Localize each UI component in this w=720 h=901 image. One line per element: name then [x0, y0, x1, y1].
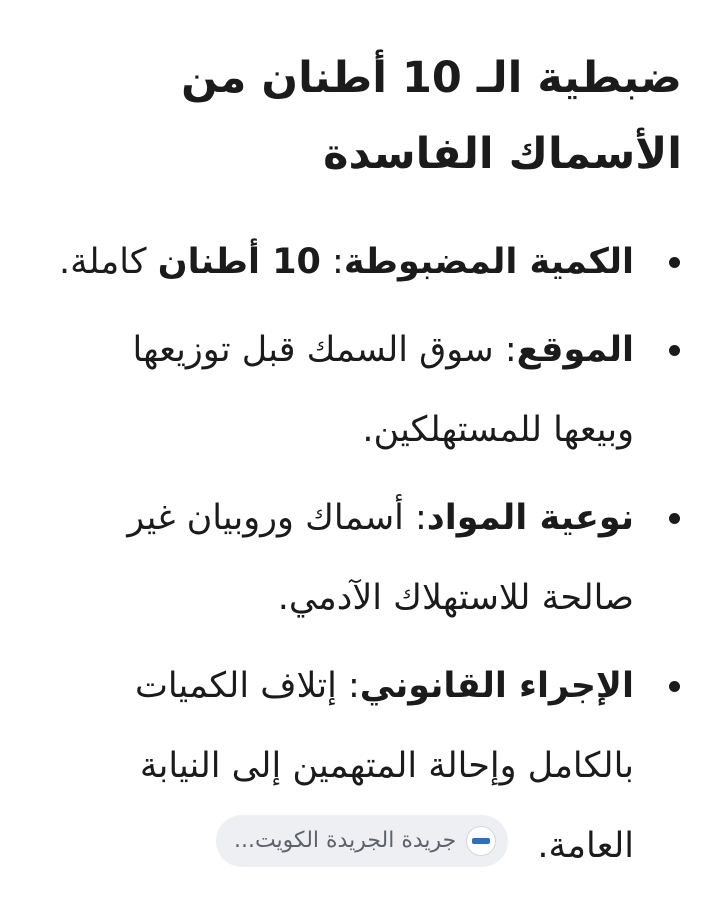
item-label: الكمية المضبوطة	[343, 242, 634, 282]
item-separator: :	[493, 330, 517, 370]
item-bold-value: 10 أطنان	[157, 242, 321, 282]
item-text: كاملة.	[59, 242, 158, 282]
item-label: الموقع	[516, 330, 634, 370]
item-separator: :	[336, 666, 360, 706]
item-separator: :	[403, 498, 427, 538]
bullet-dot-icon	[669, 681, 680, 692]
facts-list	[44, 222, 682, 886]
item-text: أسماك وروبيان غير صالحة للاستهلاك الآدمي.	[127, 498, 634, 618]
source-citation-chip[interactable]	[216, 815, 508, 867]
bullet-dot-icon	[669, 513, 680, 524]
list-item-location	[44, 310, 682, 470]
list-item-quantity	[44, 222, 682, 302]
item-text: إتلاف الكميات بالكامل وإحالة المتهمين إلى النيابة العامة.	[134, 666, 634, 866]
item-separator: :	[320, 242, 344, 282]
item-text: سوق السمك قبل توزيعها وبيعها للمستهلكين.	[132, 330, 634, 450]
bullet-dot-icon	[669, 257, 680, 268]
newspaper-logo-icon	[466, 826, 496, 856]
item-label: نوعية المواد	[426, 498, 634, 538]
page-title: ضبطية الـ 10 أطنان من الأسماك الفاسدة	[181, 53, 682, 179]
item-label: الإجراء القانوني	[359, 666, 634, 706]
source-label: جريدة الجريدة الكويت...	[233, 828, 457, 853]
list-item-legal-action	[44, 646, 682, 886]
bullet-dot-icon	[669, 345, 680, 356]
list-item-material-type	[44, 478, 682, 638]
